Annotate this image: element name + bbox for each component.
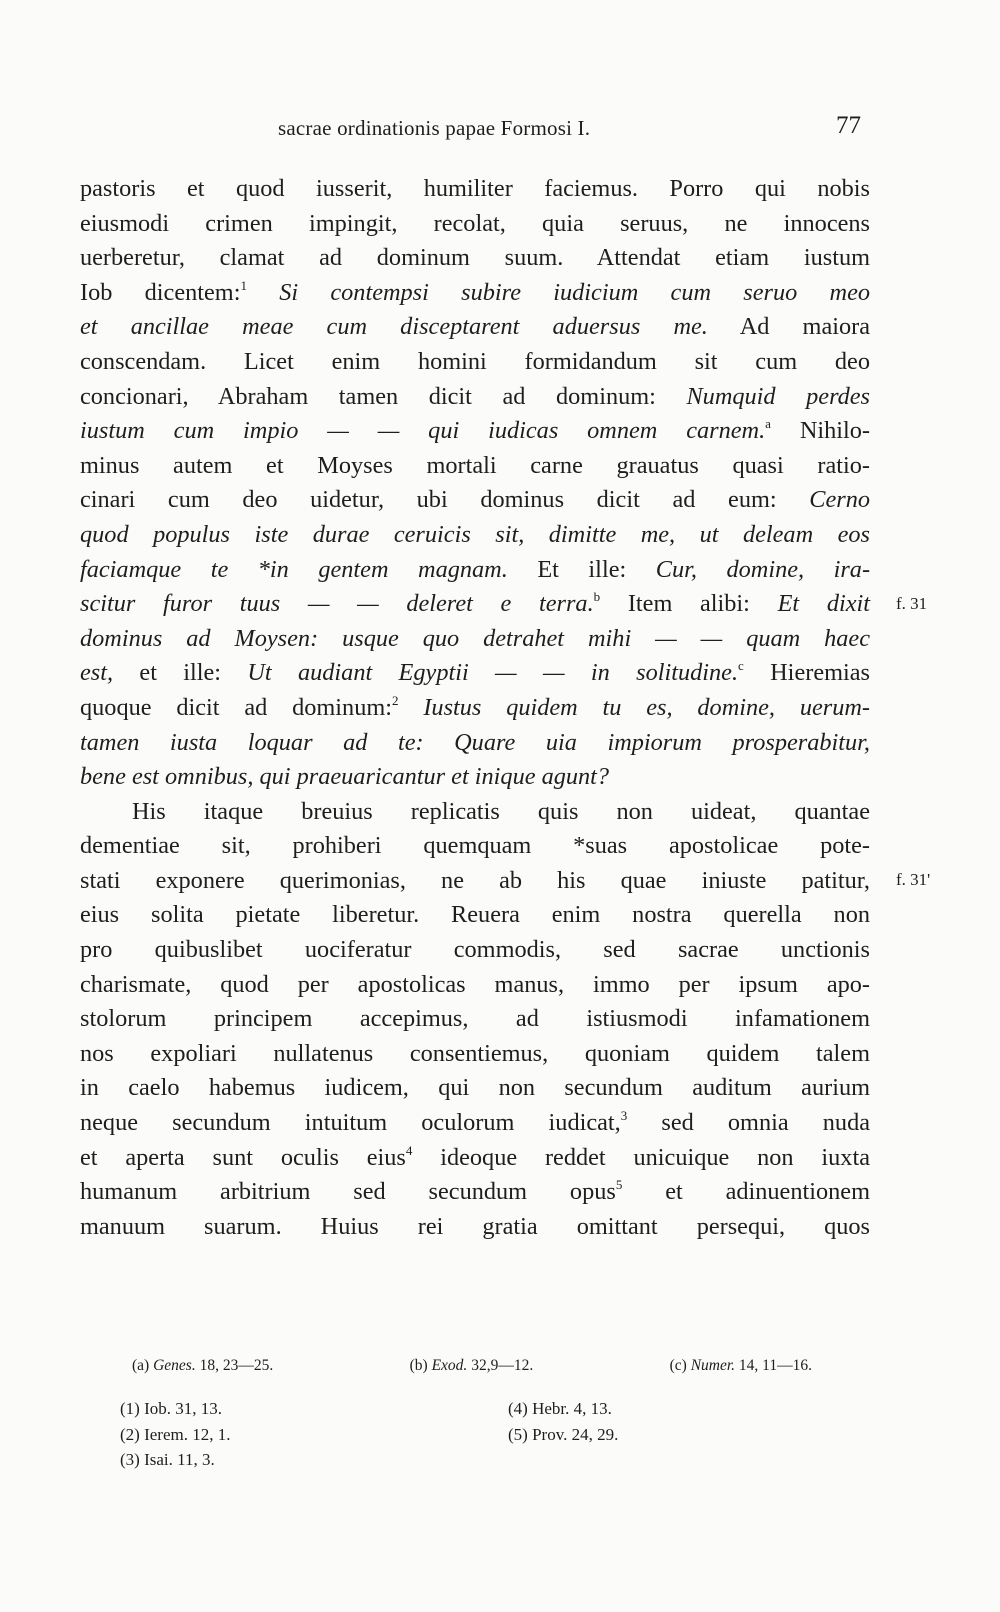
text-line: stolorum principem accepimus, ad istiusmodi infamationem <box>80 1005 870 1033</box>
footnote-4: (4) Hebr. 4, 13. <box>508 1399 612 1418</box>
text-line: cinari cum deo uidetur, ubi dominus dicit ad eum: Cerno <box>80 486 871 514</box>
text-line: conscendam. Licet enim homini formidandum sit cum deo <box>80 347 870 375</box>
footnote-3: (3) Isai. 11, 3. <box>120 1450 215 1469</box>
text-line: nos expoliari nullatenus consentiemus, quoniam quidem talem <box>80 1039 870 1067</box>
numbered-footnotes-left <box>120 1396 230 1473</box>
text-line: faciamque te *in gentem magnam. Et ille: Cur, domine, ira- <box>80 555 871 583</box>
footnote-1: (1) Iob. 31, 13. <box>120 1399 222 1418</box>
footnote-marker: 5 <box>615 1177 623 1193</box>
text-line: dominus ad Moysen: usque quo detrahet mihi — — quam haec <box>80 624 870 652</box>
text-line: et aperta sunt oculis eius$^4$ ideoque reddet unicuique non iuxta <box>80 1142 870 1171</box>
footnote-c: (c) Numer. 14, 11—16. <box>669 1357 812 1374</box>
footnote-b: (b) Exod. 32,9—12. <box>409 1357 534 1374</box>
text-line: bene est omnibus, qui praeuaricantur et inique agunt? <box>80 763 610 791</box>
text-line: et ancillae meae cum disceptarent aduersus me. Ad maiora <box>80 313 870 341</box>
text-line: dementiae sit, prohiberi quemquam *suas apostolicae pote- <box>80 832 870 860</box>
text-line: humanum arbitrium sed secundum opus$^5$ et adinuentionem <box>80 1177 870 1206</box>
footnote-marker: 3 <box>620 1108 628 1124</box>
main-text <box>80 172 870 1244</box>
text-line: concionari, Abraham tamen dicit ad dominum: Numquid perdes <box>80 382 871 410</box>
text-line: stati exponere querimonias, ne ab his quae iniuste patitur, <box>80 866 870 894</box>
footnote-marker: c <box>738 658 744 674</box>
footnote-5: (5) Prov. 24, 29. <box>508 1424 619 1444</box>
footnote-marker: b <box>593 589 601 605</box>
text-line: charismate, quod per apostolicas manus, immo per ipsum apo- <box>80 970 870 998</box>
numbered-footnotes-right <box>508 1396 618 1447</box>
text-line: eius solita pietate liberetur. Reuera enim nostra querella non <box>80 901 870 929</box>
footnote-marker: a <box>765 416 771 432</box>
margin-folio-note: f. 31 <box>896 594 928 613</box>
text-line: neque secundum intuitum oculorum iudicat,$^3$ sed omnia nuda <box>80 1108 870 1137</box>
text-line: His itaque breuius replicatis quis non uideat, quantae <box>132 797 870 825</box>
text-line: Iob dicentem:$^1$ Si contempsi subire iudicium cum seruo meo <box>80 277 870 306</box>
footnote-2: (2) Ierem. 12, 1. <box>120 1424 231 1444</box>
text-line: scitur furor tuus — — deleret e terra.$^b$ Item alibi: Et dixit <box>80 589 871 618</box>
margin-folio-note: f. 31' <box>896 870 931 889</box>
text-line: iustum cum impio — — qui iudicas omnem carnem.$^a$ Nihilo- <box>80 416 870 445</box>
text-line: in caelo habemus iudicem, qui non secundum auditum aurium <box>80 1074 870 1102</box>
scripture-reference-notes <box>132 1357 812 1375</box>
text-line: manuum suarum. Huius rei gratia omittant persequi, quos <box>80 1212 870 1240</box>
text-line: quoque dicit ad dominum:$^2$ Iustus quidem tu es, domine, uerum- <box>80 692 870 721</box>
page-number: 77 <box>836 112 861 139</box>
running-head: sacrae ordinationis papae Formosi I. <box>278 116 591 140</box>
text-line: pro quibuslibet uociferatur commodis, sed sacrae unctionis <box>80 936 870 964</box>
text-line: pastoris et quod iusserit, humiliter faciemus. Porro qui nobis <box>80 175 870 202</box>
text-line: eiusmodi crimen impingit, recolat, quia seruus, ne innocens <box>80 209 870 237</box>
text-line: tamen iusta loquar ad te: Quare uia impiorum prosperabitur, <box>80 728 870 756</box>
text-line: uerberetur, clamat ad dominum suum. Attendat etiam iustum <box>80 244 870 272</box>
footnote-a: (a) Genes. 18, 23—25. <box>132 1357 274 1374</box>
text-line: quod populus iste durae ceruicis sit, dimitte me, ut deleam eos <box>80 520 870 548</box>
footnote-marker: 4 <box>405 1142 413 1158</box>
footnote-marker: 1 <box>240 277 247 293</box>
text-line: est, et ille: Ut audiant Egyptii — — in solitudine.$^c$ Hieremias <box>80 658 870 687</box>
text-line: minus autem et Moyses mortali carne grauatus quasi ratio- <box>80 451 870 479</box>
footnote-marker: 2 <box>392 692 399 708</box>
